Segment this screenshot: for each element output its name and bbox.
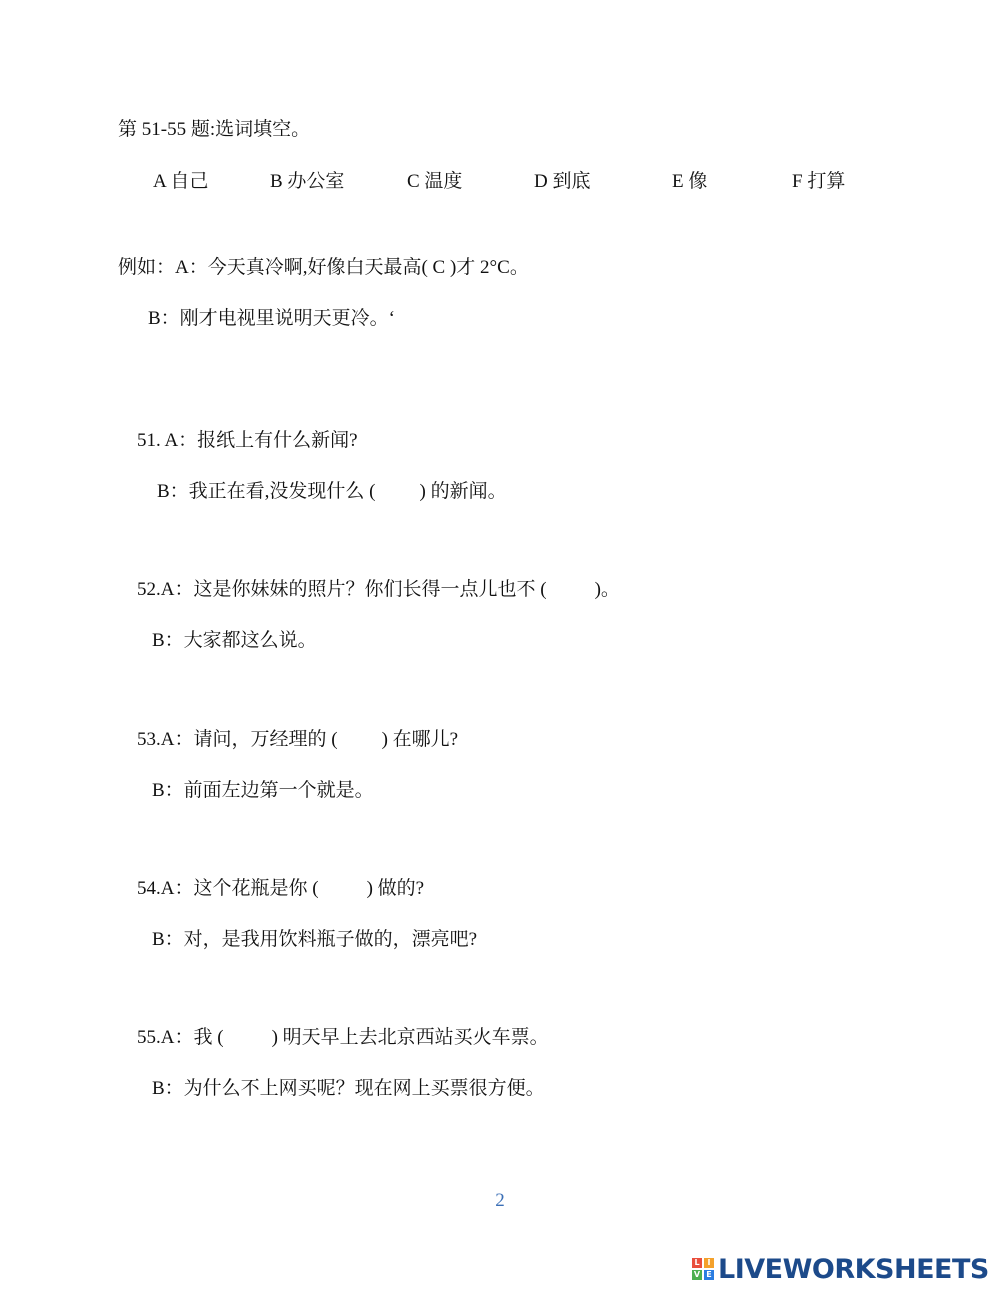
option-c: C 温度 <box>407 171 463 192</box>
logo-mark-icon <box>692 1258 714 1280</box>
logo-mark-letter: L <box>692 1258 702 1268</box>
question-55-b <box>133 1053 545 1125</box>
question-54-a-before: 54.A：这个花瓶是你 ( <box>137 878 319 899</box>
logo-text: LIVEWORKSHEETS <box>718 1253 989 1285</box>
question-53-b <box>133 755 374 827</box>
question-54-a-after: ) 做的? <box>366 878 425 899</box>
logo-mark-letter: V <box>693 1270 701 1279</box>
question-52-a-before: 52.A：这是你妹妹的照片？你们长得一点儿也不 ( <box>137 579 547 600</box>
question-53-a-before: 53.A：请问，万经理的 ( <box>137 729 338 750</box>
question-53-a-after: ) 在哪儿? <box>381 729 459 750</box>
question-51-b-before: B：我正在看,没发现什么 ( <box>157 481 376 502</box>
question-53-b-text: B：前面左边第一个就是。 <box>152 780 374 801</box>
logo-mark-letter: E <box>704 1270 714 1280</box>
question-51-b <box>138 456 507 528</box>
liveworksheets-logo[interactable] <box>692 1252 989 1286</box>
option-a: A 自己 <box>153 171 209 192</box>
question-52-b <box>133 605 317 677</box>
page-number: 2 <box>495 1190 505 1211</box>
question-52-b-text: B：大家都这么说。 <box>152 630 317 651</box>
question-54-b <box>133 904 477 976</box>
question-55-a-after: ) 明天早上去北京西站买火车票。 <box>271 1027 549 1048</box>
question-51-a-text: 51. A：报纸上有什么新闻? <box>137 430 358 451</box>
question-51-b-after: ) 的新闻。 <box>419 481 507 502</box>
question-52-a-after: )。 <box>594 579 620 600</box>
option-e: E 像 <box>672 171 708 192</box>
option-d: D 到底 <box>534 171 591 192</box>
question-54-b-text: B：对，是我用饮料瓶子做的，漂亮吧? <box>152 929 478 950</box>
option-b: B 办公室 <box>270 171 345 192</box>
instruction-text: 第 51-55 题:选词填空。 <box>118 119 311 140</box>
example-line-a: 例如：A：今天真冷啊,好像白天最高( C )才 2°C。 <box>118 257 529 278</box>
question-55-b-text: B：为什么不上网买呢？现在网上买票很方便。 <box>152 1078 545 1099</box>
option-f: F 打算 <box>792 171 846 192</box>
logo-mark-letter: I <box>704 1258 714 1268</box>
example-line-b: B：刚才电视里说明天更冷。‘ <box>148 308 396 329</box>
question-55-a-before: 55.A：我 ( <box>137 1027 224 1048</box>
